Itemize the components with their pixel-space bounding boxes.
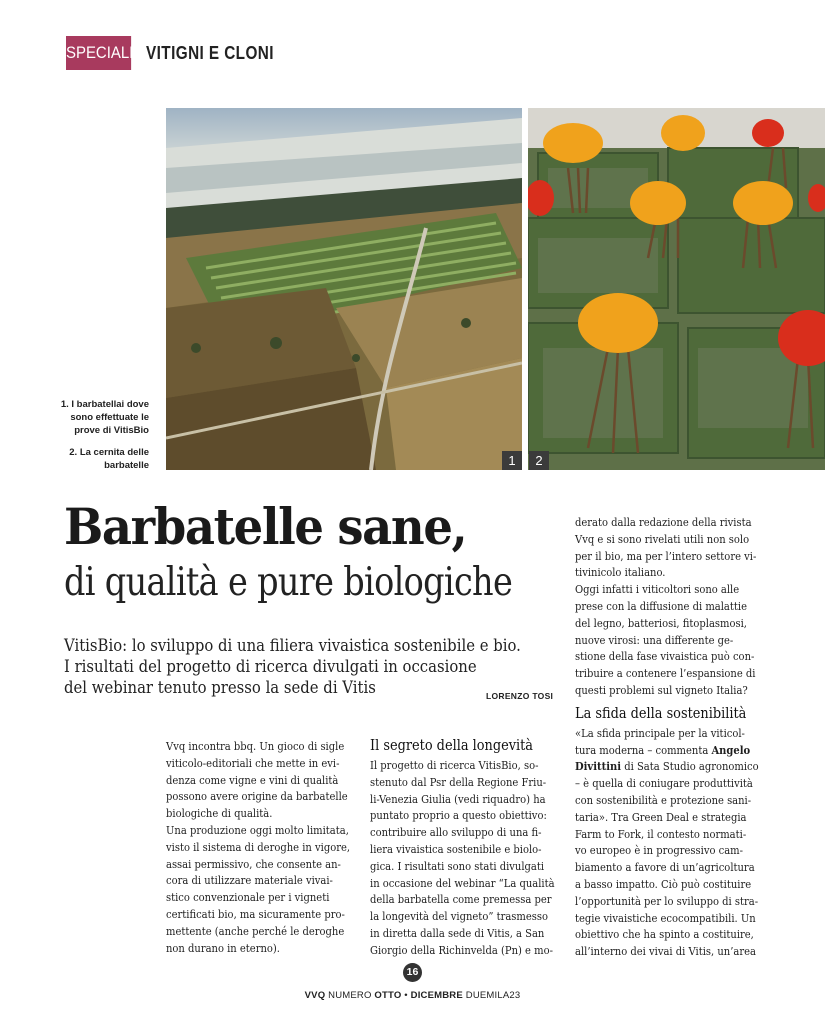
section-subhead: La sfida della sostenibilità bbox=[575, 703, 747, 722]
cuttings-selection-photo bbox=[528, 108, 825, 470]
page-number: 16 bbox=[403, 963, 422, 982]
photo-number-badge: 1 bbox=[502, 451, 522, 470]
body-column-2: Il segreto della longevità Il progetto di ricerca VitisBio, so- stenuto dal Psr della Regione Friu- li-Venezia Giulia (vedi riquadro) ha puntato proprio a questo obiettivo: contribuire allo sviluppo di una fi- liera vivaistica sostenibile e biolo- gica. I risultati sono stati divulgati in occasione del webinar “La qualità della barbatella come premessa per la longevità del vigneto” trasmesso in diretta dalla sede di Vitis, a San Giorgio della Richinvelda (Pn) e mo- bbox=[370, 736, 555, 957]
article-standfirst: VitisBio: lo sviluppo di una filiera vivaistica sostenibile e bio. I risultati del progetto di ricerca divulgati in occasione del webinar tenuto presso la sede di Vitis bbox=[64, 636, 521, 697]
section-title: VITIGNI E CLONI bbox=[146, 43, 274, 63]
photo-caption: 1. I barbatellai dove sono effettuate le prove di VitisBio bbox=[60, 399, 149, 436]
photo-number-badge: 2 bbox=[529, 451, 549, 470]
body-column-3: derato dalla redazione della rivista Vvq e si sono rivelati utili non solo per il bio, ma per l’intero settore vi- tivinicolo italiano. Oggi infatti i viticoltori sono alle prese con la diffusione di malattie del legno, batteriosi, fitoplasmosi, nuove virosi: una differente ge- stione della fase vivaistica può con- tribuire a contenere l’espansione di questi problemi sul vigneto Italia? La sfida della sostenibilità «La sfida principale per la viticol- tura moderna – commenta Angelo Divittini di Sata Studio agronomico – è quella di coniugare produttività con sostenibilità e protezione sani- taria». Tra Green Deal e strategia Farm to Fork, il contesto normati- vo europeo è in progressivo cam- biamento a favore di un’agricoltura a basso impatto. Ciò può costituire l’opportunità per lo sviluppo di stra- tegie vivaistiche ecocompatibili. Un obiettivo che ha spinto a costituire, all’interno dei vivai di Vitis, un’area bbox=[575, 515, 759, 959]
aerial-nursery-photo bbox=[166, 108, 522, 470]
photo-caption: 2. La cernita delle barbatelle bbox=[69, 447, 149, 471]
magazine-footer: VVQ NUMERO OTTO • DICEMBRE DUEMILA23 bbox=[304, 990, 521, 1001]
section-tag: SPECIALE bbox=[66, 36, 131, 70]
section-subhead: Il segreto della longevità bbox=[370, 736, 534, 754]
body-column-1: Vvq incontra bbq. Un gioco di sigle viticolo-editoriali che mette in evi- denza come vigne e vini di qualità possono avere origine da barbatelle biologiche di qualità. Una produzione oggi molto limitata, visto il sistema di deroghe in vigore, assai permissivo, che consente an- cora di utilizzare materiale vivai- stico convenzionale per i vigneti certificati bio, ma sicuramente pro- mettente (anche perché le deroghe non durano in eterno). bbox=[166, 739, 351, 955]
article-headline: Barbatelle sane, bbox=[64, 497, 467, 556]
article-subheadline: di qualità e pure biologiche bbox=[64, 560, 513, 605]
author-byline: LORENZO TOSI bbox=[486, 691, 554, 701]
